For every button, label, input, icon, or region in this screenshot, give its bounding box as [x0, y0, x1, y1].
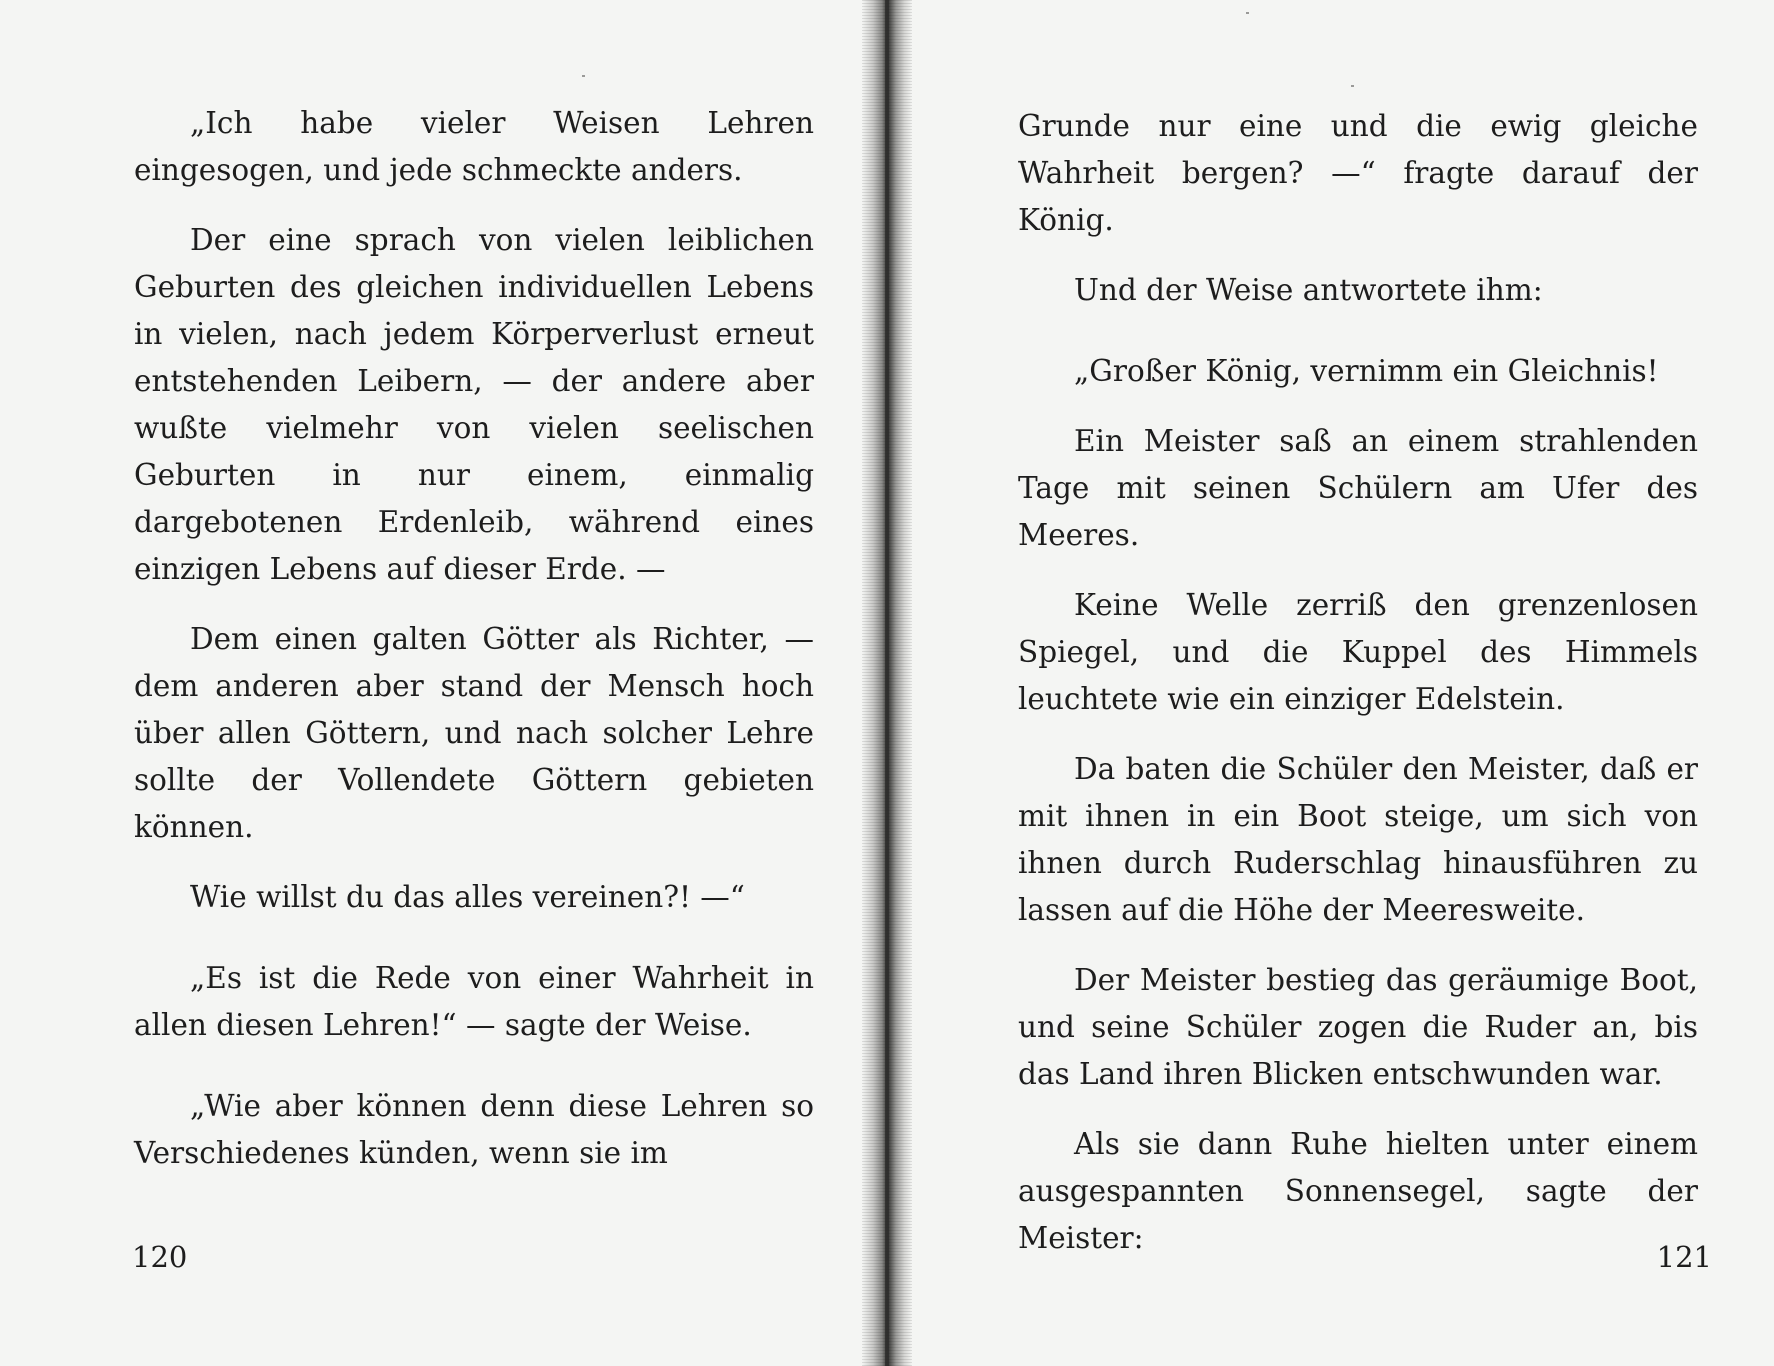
paragraph: Als sie dann Ruhe hielten unter einem ausgespannten Sonnensegel, sagte der Meister: — [1018, 1127, 1698, 1255]
paragraph: „Es ist die Rede von einer Wahrheit in allen diesen Lehren!“ — sagte der Weise. — [134, 961, 814, 1042]
paragraph: Der eine sprach von vielen leiblichen Geburten des gleichen individuellen Lebens in vielen, nach jedem Körperverlust erneut entstehenden Leibern, — der andere aber wußte vielmehr von vielen seelischen Geburten in nur einem, einmalig dargebotenen Erdenleib, während eines einzigen Lebens auf dieser Erde. — — [134, 223, 814, 586]
paragraph: Dem einen galten Götter als Richter, — dem anderen aber stand der Mensch hoch über allen Göttern, und nach solcher Lehre sollte der Vollendete Göttern gebieten können. — [134, 622, 814, 844]
paper-speck — [582, 75, 585, 77]
paper-speck — [1351, 85, 1354, 87]
right-page — [912, 0, 1774, 1366]
paragraph: Der Meister bestieg das geräumige Boot, und seine Schüler zogen die Ruder an, bis das Land ihren Blicken entschwunden war. — [1018, 963, 1698, 1091]
paragraph: Und der Weise antwortete ihm: — [1074, 273, 1543, 307]
right-page-text — [1018, 103, 1698, 1285]
paragraph: Grunde nur eine und die ewig gleiche Wahrheit bergen? —“ fragte darauf der König. — [1018, 109, 1698, 237]
paragraph: Wie willst du das alles vereinen?! —“ — [190, 880, 745, 914]
left-page — [0, 0, 862, 1366]
paragraph: Ein Meister saß an einem strahlenden Tage mit seinen Schülern am Ufer des Meeres. — [1018, 424, 1698, 552]
paragraph: „Wie aber können denn diese Lehren so Verschiedenes künden, wenn sie im — [134, 1089, 814, 1170]
paragraph: „Ich habe vieler Weisen Lehren eingesogen, und jede schmeckte anders. — [134, 106, 814, 187]
page-number: 120 — [132, 1240, 188, 1274]
page-number: 121 — [1656, 1240, 1712, 1274]
book-gutter — [862, 0, 912, 1366]
paragraph: Keine Welle zerriß den grenzenlosen Spiegel, und die Kuppel des Himmels leuchtete wie ein einziger Edelstein. — [1018, 588, 1698, 716]
paper-speck — [1246, 12, 1249, 14]
paragraph: Da baten die Schüler den Meister, daß er mit ihnen in ein Boot steige, um sich von ihnen durch Ruderschlag hinausführen zu lassen auf die Höhe der Meeresweite. — [1018, 752, 1698, 927]
left-page-text — [134, 100, 814, 1200]
binding-shadow — [885, 0, 889, 1366]
paragraph: „Großer König, vernimm ein Gleichnis! — [1074, 354, 1659, 388]
